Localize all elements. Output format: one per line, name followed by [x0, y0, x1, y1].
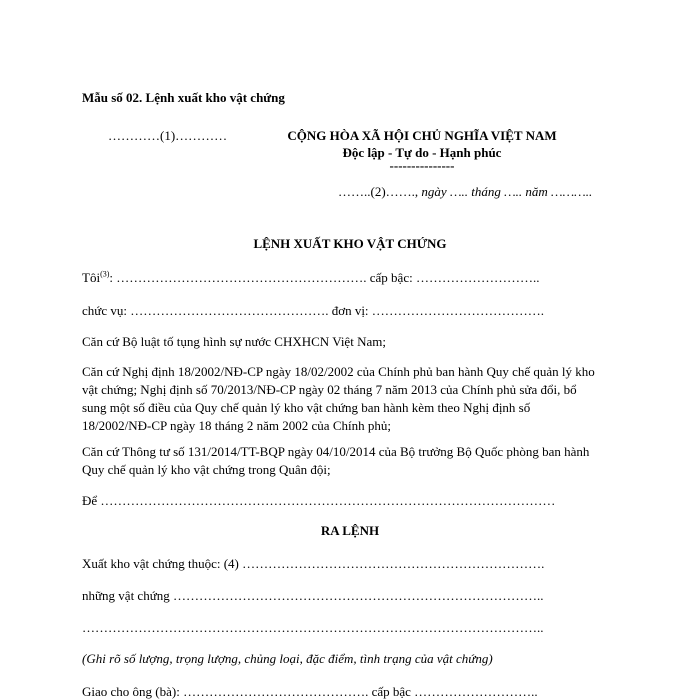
toi-text: : …………………………………………………. cấp bậc: ………………………..: [109, 270, 540, 285]
line-blank: ……………………………………………………………………………………………..: [82, 620, 544, 635]
basis-criminal-procedure: Căn cứ Bộ luật tố tụng hình sự nước CHXHCN Việt Nam;: [82, 334, 386, 349]
place-date-line: [338, 184, 592, 200]
national-title: CỘNG HÒA XÃ HỘI CHỦ NGHĨA VIỆT NAM: [287, 128, 557, 143]
motto-rule: ---------------: [389, 158, 455, 173]
line-chuc-vu: chức vụ: ………………………………………. đơn vị: ………………………………….: [82, 303, 545, 318]
unit-line: …………(1)…………: [108, 128, 228, 143]
note-instruction: (Ghi rõ số lượng, trọng lượng, chủng loại, đặc điểm, tình trạng của vật chứng): [82, 651, 493, 666]
line-xuat-kho: Xuất kho vật chứng thuộc: (4) …………………………………………………………….: [82, 556, 545, 571]
document-title: LỆNH XUẤT KHO VẬT CHỨNG: [253, 236, 447, 251]
line-de: Để ……………………………………………………………………………………………: [82, 493, 556, 508]
basis-circular: Căn cứ Thông tư số 131/2014/TT-BQP ngày 04/10/2014 của Bộ trưởng Bộ Quốc phòng ban hành Quy chế quản lý kho vật chứng trong Quân đội;: [82, 444, 590, 477]
date-text: ngày ….. tháng ….. năm ………..: [421, 184, 593, 199]
line-giao-cho: Giao cho ông (bà): ……………………………………. cấp bậc ………………………..: [82, 684, 538, 699]
footnote-3: (3): [100, 269, 110, 279]
toi-label: Tôi: [82, 270, 101, 285]
basis-decree: Căn cứ Nghị định 18/2002/NĐ-CP ngày 18/02/2002 của Chính phủ ban hành Quy chế quản lý kho vật chứng; Nghị định số 70/2013/NĐ-CP ngày 02 tháng 7 năm 2013 của Chính phủ sửa đổi, bổ sung một số điều của Quy chế quản lý kho vật chứng ban hành kèm theo Nghị định số 18/2002/NĐ-CP ngày 18 tháng 2 năm 2002 của Chính phủ;: [82, 364, 595, 433]
motto: Độc lập - Tự do - Hạnh phúc: [342, 145, 502, 160]
order-heading: RA LỆNH: [320, 523, 380, 538]
place-prefix: ……..(2)…….,: [338, 184, 422, 199]
line-nhung-vat-chung: những vật chứng …………………………………………………………………………..: [82, 588, 544, 603]
line-toi: [82, 270, 539, 286]
form-label: Mẫu số 02. Lệnh xuất kho vật chứng: [82, 90, 285, 105]
